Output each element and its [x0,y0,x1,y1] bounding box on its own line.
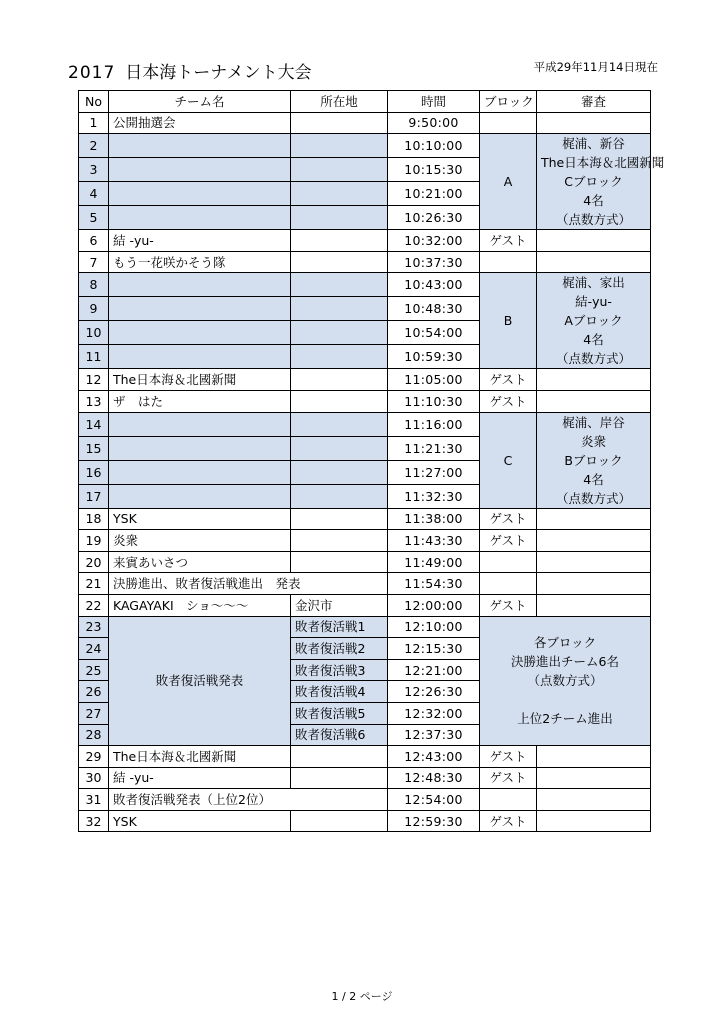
row-location [291,551,388,573]
block-b-judge [537,273,651,369]
row-no: 12 [79,369,109,391]
row-time: 10:10:00 [388,134,480,158]
schedule-table [78,90,665,832]
row-block: ゲスト [480,230,537,252]
row-location [291,369,388,391]
row-no: 27 [79,702,109,724]
table-row [79,390,651,412]
row-no: 23 [79,616,109,638]
judge-line: （点数方式） [555,351,631,367]
row-team: 炎衆 [109,530,291,552]
row-block: ゲスト [480,810,537,832]
row-judge [537,594,651,616]
title-text: 日本海トーナメント大会 [125,63,312,83]
judge-line: Bブロック [564,452,623,468]
row-time: 11:05:00 [388,369,480,391]
row-no: 25 [79,659,109,681]
row-time: 12:43:00 [388,746,480,768]
row-team: 敗者復活戦発表（上位2位） [109,789,388,811]
table-row [79,767,651,789]
col-header-block: ブロック [480,91,537,113]
row-no: 16 [79,460,109,484]
row-no: 30 [79,767,109,789]
row-team: YSK [109,508,291,530]
row-location [291,206,388,230]
row-team: The日本海＆北國新聞 [109,369,291,391]
row-location [291,530,388,552]
row-judge [537,573,651,595]
row-no: 24 [79,638,109,660]
row-time: 12:48:30 [388,767,480,789]
row-no: 11 [79,345,109,369]
judge-line: 炎衆 [580,433,606,449]
table-row [79,789,651,811]
judge-line: （点数方式） [555,212,631,228]
row-block: ゲスト [480,369,537,391]
col-header-time: 時間 [388,91,480,113]
row-judge [537,767,651,789]
table-header-row [79,91,651,113]
row-location [291,460,388,484]
row-time: 10:26:30 [388,206,480,230]
row-team: 来賓あいさつ [109,551,291,573]
row-block: ゲスト [480,508,537,530]
table-row [79,551,651,573]
table-row [79,369,651,391]
block-c-label: C [480,412,537,508]
row-team [109,134,291,158]
row-time: 12:32:00 [388,702,480,724]
judge-line: Aブロック [564,313,623,329]
judge-line [484,690,646,709]
judge-line: 4名 [583,471,604,487]
row-no: 2 [79,134,109,158]
row-time: 11:21:30 [388,436,480,460]
row-team [109,297,291,321]
row-block [480,251,537,273]
row-no: 22 [79,594,109,616]
row-team [109,436,291,460]
row-time: 12:37:30 [388,724,480,746]
row-no: 6 [79,230,109,252]
row-no: 14 [79,412,109,436]
col-header-team: チーム名 [109,91,291,113]
row-time: 10:43:00 [388,273,480,297]
row-location [291,484,388,508]
row-no: 31 [79,789,109,811]
judge-line: 梶浦、岸谷 [562,414,625,430]
row-no: 20 [79,551,109,573]
row-time: 11:43:30 [388,530,480,552]
row-judge [537,112,651,134]
col-header-location: 所在地 [291,91,388,113]
row-location [291,158,388,182]
row-time: 10:48:30 [388,297,480,321]
judge-line: （点数方式） [527,673,603,689]
row-block: ゲスト [480,530,537,552]
revival-judge [480,616,651,746]
table-row [79,810,651,832]
row-team [109,484,291,508]
row-time: 12:15:30 [388,638,480,660]
row-team [109,182,291,206]
table-row [79,273,651,297]
judge-line: 4名 [583,193,604,209]
table-row [79,508,651,530]
row-team: YSK [109,810,291,832]
row-team: The日本海＆北國新聞 [109,746,291,768]
row-no: 21 [79,573,109,595]
row-no: 10 [79,321,109,345]
row-team [109,321,291,345]
judge-line: The日本海＆北國新聞 [541,155,665,171]
table-row [79,616,651,638]
row-location: 敗者復活戦1 [291,616,388,638]
row-location [291,251,388,273]
row-location [291,746,388,768]
judge-line: 4名 [583,332,604,348]
as-of-date: 平成29年11月14日現在 [533,60,658,74]
row-time: 9:50:00 [388,112,480,134]
row-block: ゲスト [480,746,537,768]
row-time: 10:37:30 [388,251,480,273]
title-year: 2017 [68,63,116,83]
row-time: 10:59:30 [388,345,480,369]
revival-announcement-label: 敗者復活戦発表 [109,616,291,746]
row-location [291,112,388,134]
block-b-label: B [480,273,537,369]
row-time: 11:27:00 [388,460,480,484]
row-judge [537,508,651,530]
row-no: 5 [79,206,109,230]
row-no: 3 [79,158,109,182]
row-block [480,112,537,134]
row-team: 決勝進出、敗者復活戦進出 発表 [109,573,388,595]
row-location [291,390,388,412]
row-judge [537,251,651,273]
row-no: 32 [79,810,109,832]
col-header-no: No [79,91,109,113]
row-judge [537,551,651,573]
row-no: 13 [79,390,109,412]
row-time: 11:10:30 [388,390,480,412]
row-no: 7 [79,251,109,273]
document-title [68,58,312,83]
row-no: 28 [79,724,109,746]
row-time: 12:10:00 [388,616,480,638]
row-no: 1 [79,112,109,134]
row-time: 12:54:00 [388,789,480,811]
table-row [79,412,651,436]
row-team [109,158,291,182]
row-team: 結 -yu- [109,230,291,252]
row-time: 12:26:30 [388,681,480,703]
judge-line: 梶浦、家出 [562,275,625,291]
row-location: 敗者復活戦2 [291,638,388,660]
row-judge [537,746,651,768]
page-number-footer: 1 / 2 ページ [331,990,393,1003]
row-location [291,412,388,436]
row-location [291,297,388,321]
judge-line: 決勝進出チーム6名 [511,654,619,670]
row-location: 敗者復活戦5 [291,702,388,724]
row-block: ゲスト [480,594,537,616]
row-location [291,810,388,832]
row-location [291,508,388,530]
row-block [480,789,537,811]
row-no: 4 [79,182,109,206]
row-team: もう一花咲かそう隊 [109,251,291,273]
row-no: 18 [79,508,109,530]
table-row [79,530,651,552]
table-row [79,573,651,595]
table-row [79,746,651,768]
row-time: 11:38:00 [388,508,480,530]
row-time: 10:54:00 [388,321,480,345]
row-judge [537,530,651,552]
row-block: ゲスト [480,390,537,412]
judge-line: 梶浦、新谷 [562,136,625,152]
row-time: 10:21:00 [388,182,480,206]
row-team: ザ はた [109,390,291,412]
table-row [79,134,651,158]
judge-line: 各ブロック [533,635,597,651]
row-time: 10:32:00 [388,230,480,252]
row-no: 9 [79,297,109,321]
row-time: 12:21:00 [388,659,480,681]
row-judge [537,369,651,391]
judge-line: 結-yu- [575,294,612,310]
row-no: 17 [79,484,109,508]
row-judge [537,789,651,811]
block-a-label: A [480,134,537,230]
row-block: ゲスト [480,767,537,789]
row-judge [537,390,651,412]
row-judge [537,230,651,252]
judge-line: Cブロック [564,174,623,190]
row-team: 公開抽選会 [109,112,291,134]
row-location [291,321,388,345]
row-time: 11:49:00 [388,551,480,573]
row-no: 26 [79,681,109,703]
row-location [291,134,388,158]
row-team [109,273,291,297]
row-team [109,460,291,484]
row-location [291,345,388,369]
row-judge [537,810,651,832]
table-row [79,594,651,616]
judge-line: （点数方式） [555,490,631,506]
row-time: 10:15:30 [388,158,480,182]
row-time: 11:54:30 [388,573,480,595]
row-team: 結 -yu- [109,767,291,789]
row-no: 19 [79,530,109,552]
block-a-judge [537,134,665,230]
row-time: 11:32:30 [388,484,480,508]
row-location [291,182,388,206]
row-location: 金沢市 [291,594,388,616]
row-team [109,345,291,369]
row-location [291,230,388,252]
row-location: 敗者復活戦4 [291,681,388,703]
row-no: 15 [79,436,109,460]
row-team: KAGAYAKI ショ～～～ [109,594,291,616]
table-row [79,112,651,134]
row-time: 12:00:00 [388,594,480,616]
row-location [291,436,388,460]
row-block [480,573,537,595]
row-location: 敗者復活戦3 [291,659,388,681]
judge-line: 上位2チーム進出 [517,711,613,727]
row-location [291,273,388,297]
row-no: 8 [79,273,109,297]
row-block [480,551,537,573]
row-team [109,412,291,436]
row-team [109,206,291,230]
row-location: 敗者復活戦6 [291,724,388,746]
block-c-judge [537,412,651,508]
table-row [79,251,651,273]
row-time: 11:16:00 [388,412,480,436]
row-time: 12:59:30 [388,810,480,832]
col-header-judge: 審査 [537,91,651,113]
row-location [291,767,388,789]
row-no: 29 [79,746,109,768]
table-row [79,230,651,252]
